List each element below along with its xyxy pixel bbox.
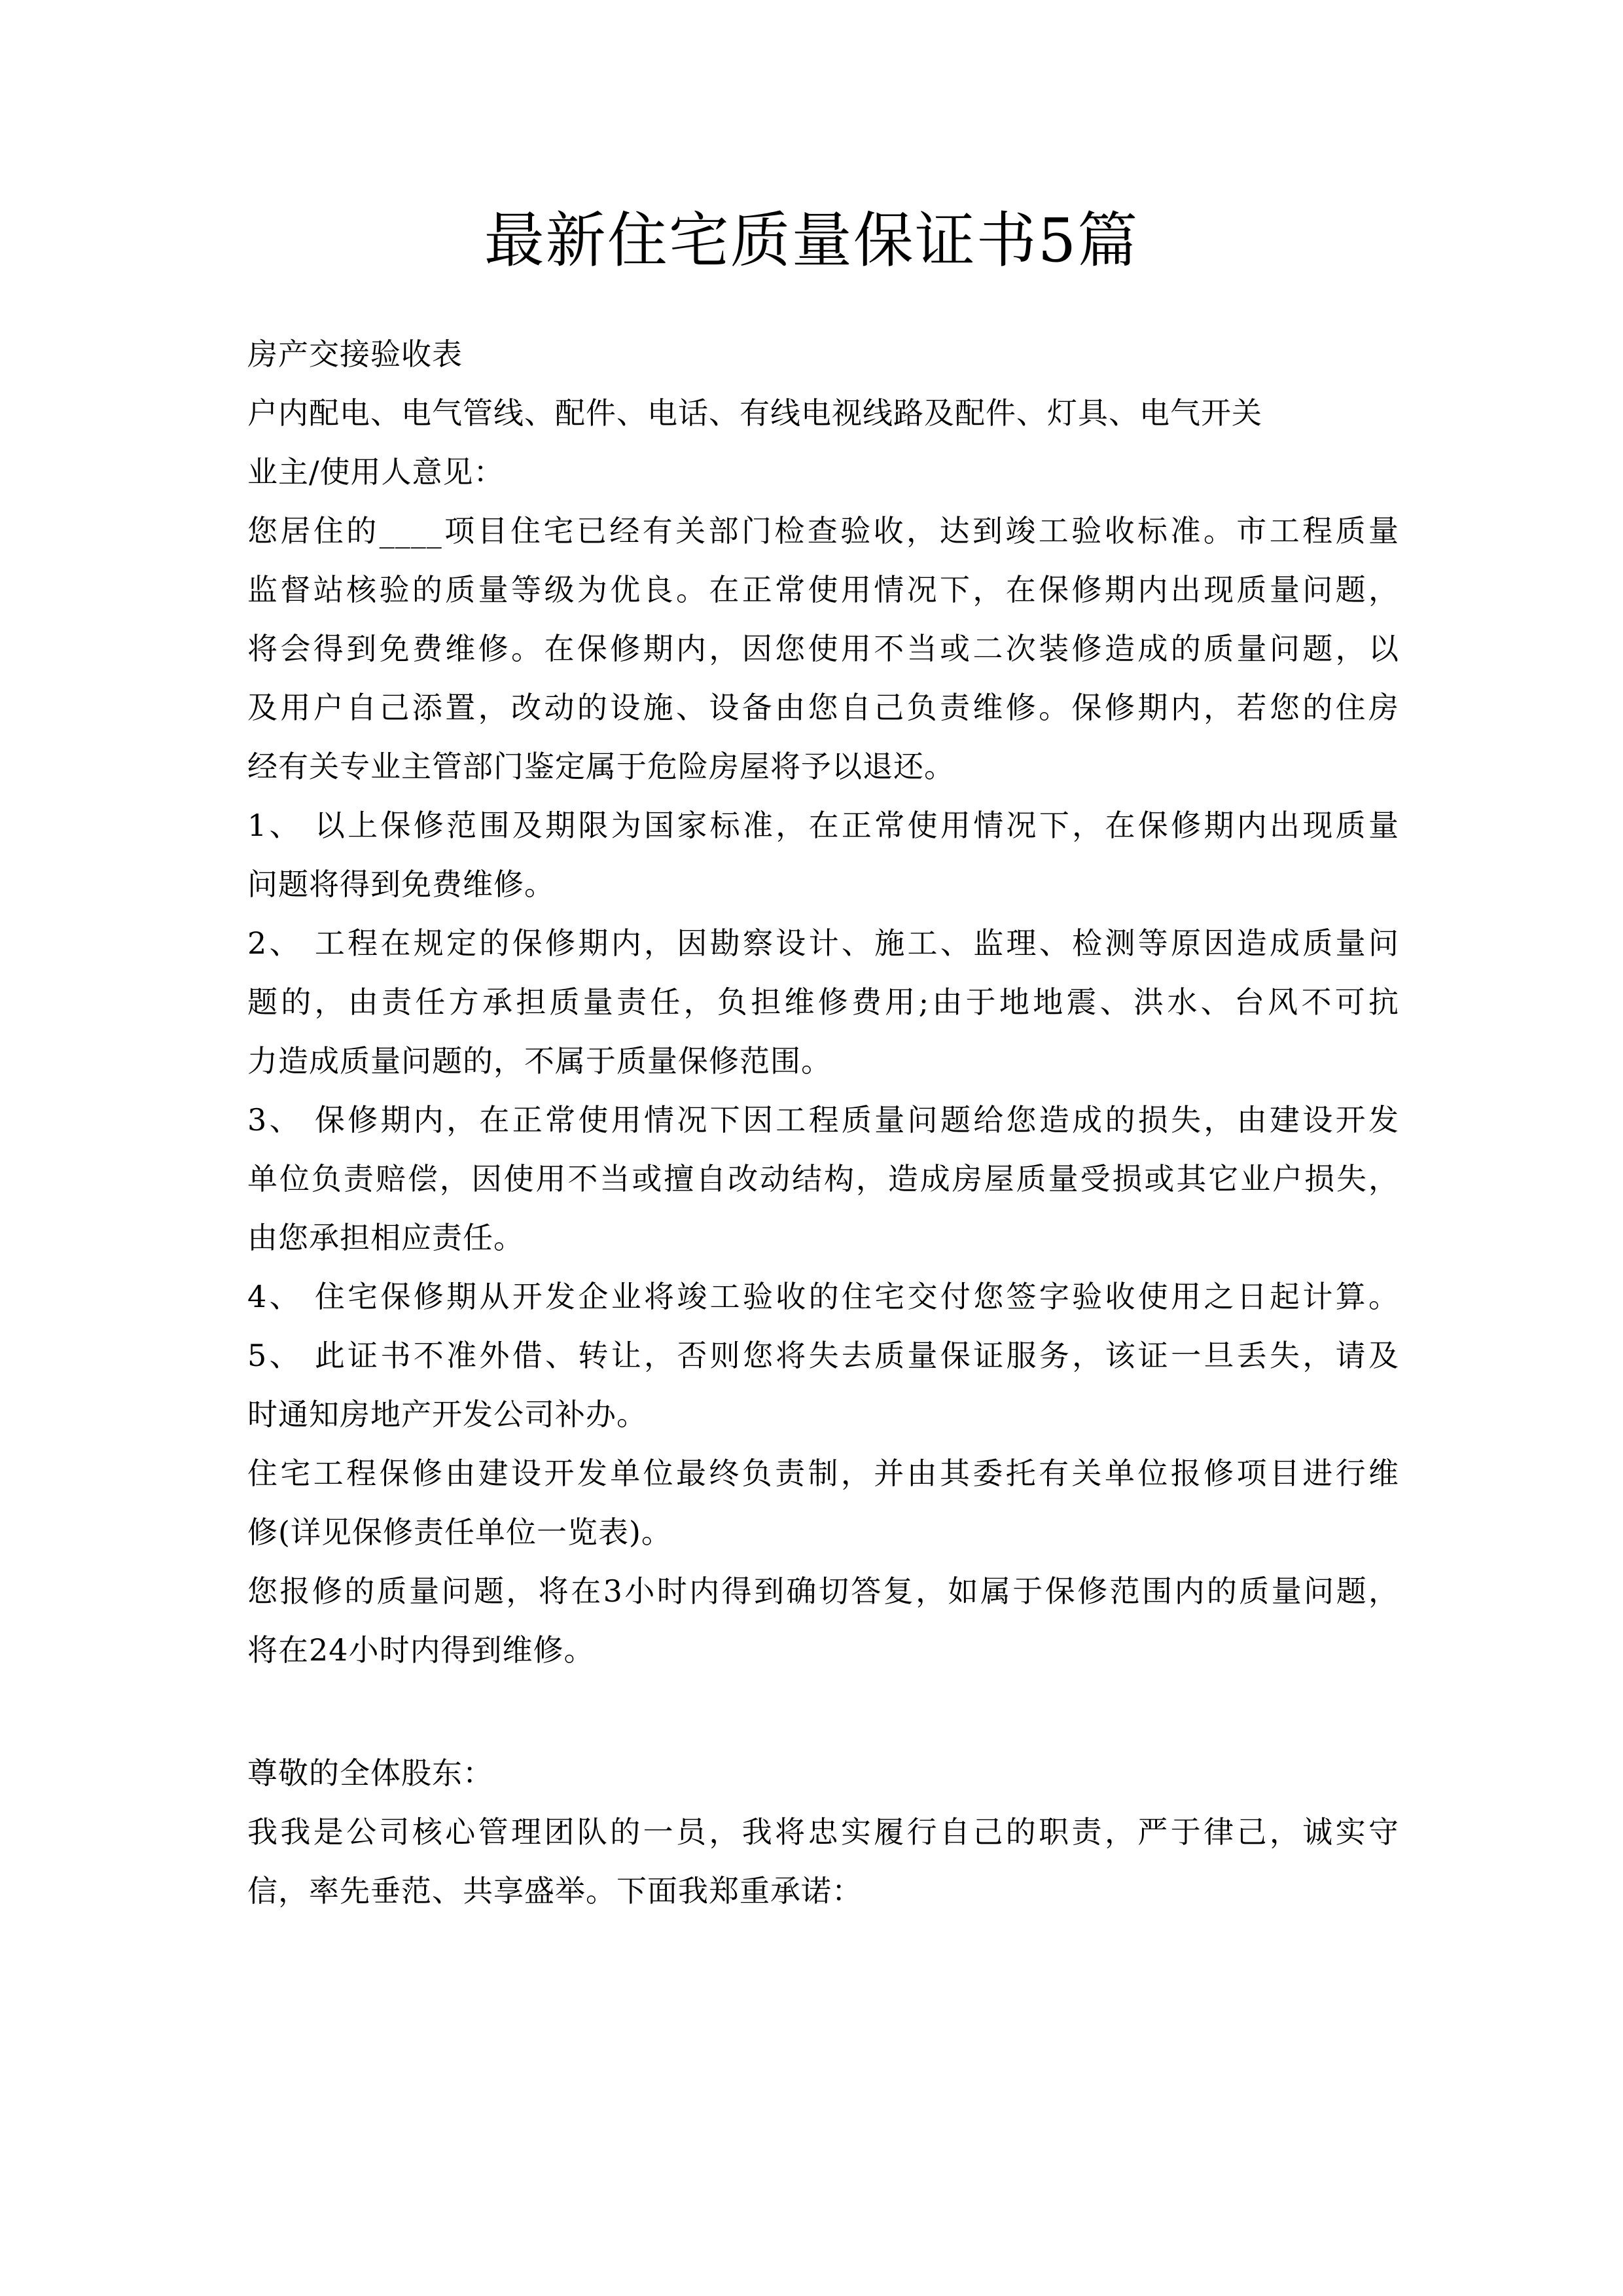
list-item-3-line: 3、 保修期内，在正常使用情况下因工程质量问题给您造成的损失，由建设开发: [247, 1102, 1399, 1138]
paragraph-line: 业主/使用人意见：: [247, 454, 505, 490]
document-title: 最新住宅质量保证书5篇: [484, 206, 1139, 276]
list-item-5-line: 时通知房地产开发公司补办。: [247, 1397, 647, 1432]
list-item-4-line: 4、 住宅保修期从开发企业将竣工验收的住宅交付您签字验收使用之日起计算。: [247, 1279, 1399, 1314]
paragraph-line: 您报修的质量问题，将在3小时内得到确切答复，如属于保修范围内的质量问题，: [247, 1573, 1399, 1609]
paragraph-line: 信，率先垂范、共享盛举。下面我郑重承诺：: [247, 1873, 863, 1909]
salutation: 尊敬的全体股东：: [247, 1755, 493, 1791]
paragraph-line: 我我是公司核心管理团队的一员，我将忠实履行自己的职责，严于律己，诚实守: [247, 1814, 1399, 1850]
paragraph-line: 将会得到免费维修。在保修期内，因您使用不当或二次装修造成的质量问题，以: [247, 631, 1399, 666]
paragraph-line: 房产交接验收表: [247, 336, 463, 372]
list-item-2-line: 题的，由责任方承担质量责任，负担维修费用;由于地地震、洪水、台风不可抗: [247, 984, 1399, 1020]
list-item-1-line: 问题将得到免费维修。: [247, 867, 555, 902]
paragraph-line: 经有关专业主管部门鉴定属于危险房屋将予以退还。: [247, 749, 955, 784]
list-item-3-line: 单位负责赔偿，因使用不当或擅自改动结构，造成房屋质量受损或其它业户损失，: [247, 1161, 1399, 1196]
paragraph-line: 监督站核验的质量等级为优良。在正常使用情况下，在保修期内出现质量问题，: [247, 572, 1399, 607]
paragraph-line: 修(详见保修责任单位一览表)。: [247, 1515, 672, 1550]
paragraph-line: 及用户自己添置，改动的设施、设备由您自己负责维修。保修期内，若您的住房: [247, 690, 1399, 725]
list-item-5-line: 5、 此证书不准外借、转让，否则您将失去质量保证服务，该证一旦丢失，请及: [247, 1338, 1399, 1373]
paragraph-line: 户内配电、电气管线、配件、电话、有线电视线路及配件、灯具、电气开关: [247, 395, 1262, 431]
section-spacer: [247, 1679, 1399, 1744]
paragraph-line: 将在24小时内得到维修。: [247, 1632, 595, 1668]
document-body: [247, 325, 1399, 1920]
paragraph-line: 住宅工程保修由建设开发单位最终负责制，并由其委托有关单位报修项目进行维: [247, 1456, 1399, 1491]
list-item-2-line: 力造成质量问题的，不属于质量保修范围。: [247, 1043, 832, 1079]
paragraph-line: 您居住的____项目住宅已经有关部门检查验收，达到竣工验收标准。市工程质量: [247, 513, 1399, 548]
list-item-3-line: 由您承担相应责任。: [247, 1220, 524, 1255]
list-item-2-line: 2、 工程在规定的保修期内，因勘察设计、施工、监理、检测等原因造成质量问: [247, 925, 1399, 961]
list-item-1-line: 1、 以上保修范围及期限为国家标准，在正常使用情况下，在保修期内出现质量: [247, 808, 1399, 843]
